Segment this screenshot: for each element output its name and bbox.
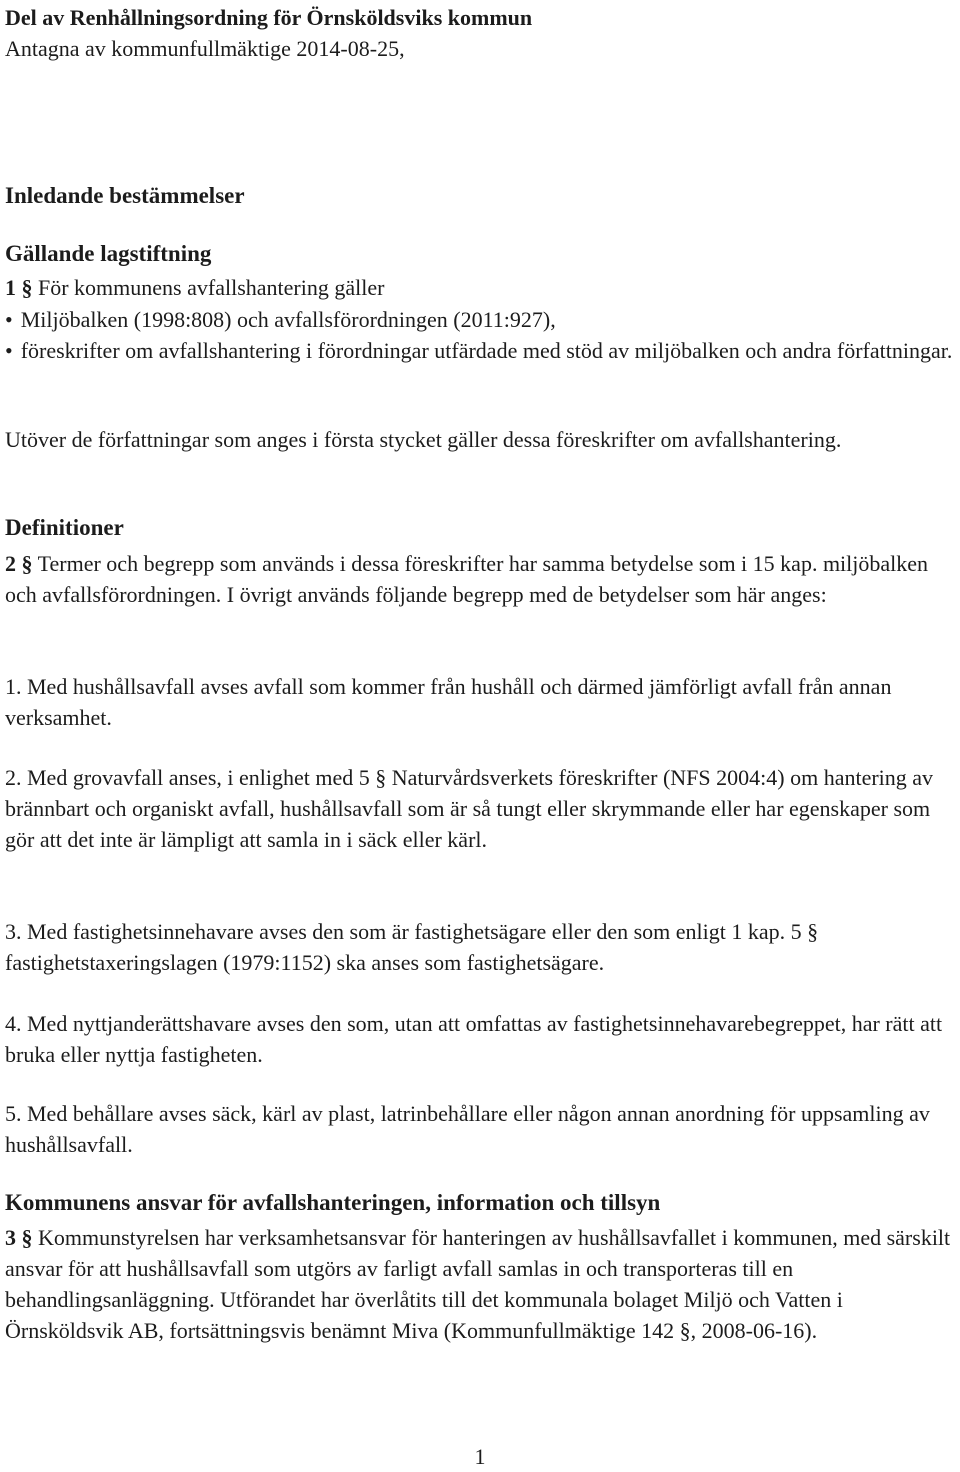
- definition-item: 3. Med fastighetsinnehavare avses den som är fastighetsägare eller den som enligt 1 kap. 5 § fastighetstaxeringslagen (1979:1152) ska anses som fastighetsägare.: [5, 919, 819, 975]
- paragraph-1: [5, 272, 955, 303]
- section-heading-intro: Inledande bestämmelser: [5, 183, 245, 208]
- section-number-2: 2 §: [5, 551, 33, 576]
- bullet-item: • Miljöbalken (1998:808) och avfallsförordningen (2011:927),: [5, 304, 955, 335]
- definition-item: 2. Med grovavfall anses, i enlighet med 5 § Naturvårdsverkets föreskrifter (NFS 2004:4) om hantering av brännbart och organiskt avfall, hushållsavfall som är så tungt eller skrymmande eller har egenskaper som gör att det inte är lämpligt att samla in i säck eller kärl.: [5, 765, 934, 852]
- paragraph-2-text: Termer och begrepp som används i dessa föreskrifter har samma betydelse som i 15 kap. miljöbalken och avfallsförordningen. I övrigt används följande begrepp med de betydelser som här anges:: [5, 551, 929, 607]
- intro-paragraph: Utöver de författningar som anges i första stycket gäller dessa föreskrifter om avfallshantering.: [5, 427, 842, 452]
- section-number-3: 3 §: [5, 1225, 33, 1250]
- page-number: 1: [474, 1444, 486, 1469]
- paragraph-3-text: Kommunstyrelsen har verksamhetsansvar för hanteringen av hushållsavfallet i kommunen, med särskilt ansvar för att hushållsavfall som utgörs av farligt avfall samlas in och transporteras till en behandlingsanläggning. Utförandet har överlåtits till det kommunala bolaget Miljö och Vatten i Örnsköldsvik AB, fortsättningsvis benämnt Miva (Kommunfullmäktige 142 §, 2008-06-16).: [5, 1225, 951, 1343]
- definition-item: 4. Med nyttjanderättshavare avses den som, utan att omfattas av fastighetsinnehavarebegreppet, har rätt att bruka eller nyttja fastigheten.: [5, 1011, 943, 1067]
- section-heading-definitions: Definitioner: [5, 515, 124, 540]
- section-heading-responsibility: Kommunens ansvar för avfallshanteringen, information och tillsyn: [5, 1190, 661, 1215]
- paragraph-2: [5, 548, 955, 610]
- section-number-1: 1 §: [5, 275, 33, 300]
- definition-item: 1. Med hushållsavfall avses avfall som kommer från hushåll och därmed jämförligt avfall från annan verksamhet.: [5, 674, 892, 730]
- paragraph-3: [5, 1222, 955, 1346]
- document-title: Del av Renhållningsordning för Örnsköldsviks kommun: [5, 5, 533, 30]
- subheading-legislation: Gällande lagstiftning: [5, 241, 212, 266]
- adoption-note: Antagna av kommunfullmäktige 2014-08-25,: [5, 36, 405, 61]
- definition-item: 5. Med behållare avses säck, kärl av plast, latrinbehållare eller någon annan anordning för uppsamling av hushållsavfall.: [5, 1101, 930, 1157]
- paragraph-1-text: För kommunens avfallshantering gäller: [38, 275, 385, 300]
- bullet-item: • föreskrifter om avfallshantering i förordningar utfärdade med stöd av miljöbalken och andra författningar.: [5, 335, 955, 366]
